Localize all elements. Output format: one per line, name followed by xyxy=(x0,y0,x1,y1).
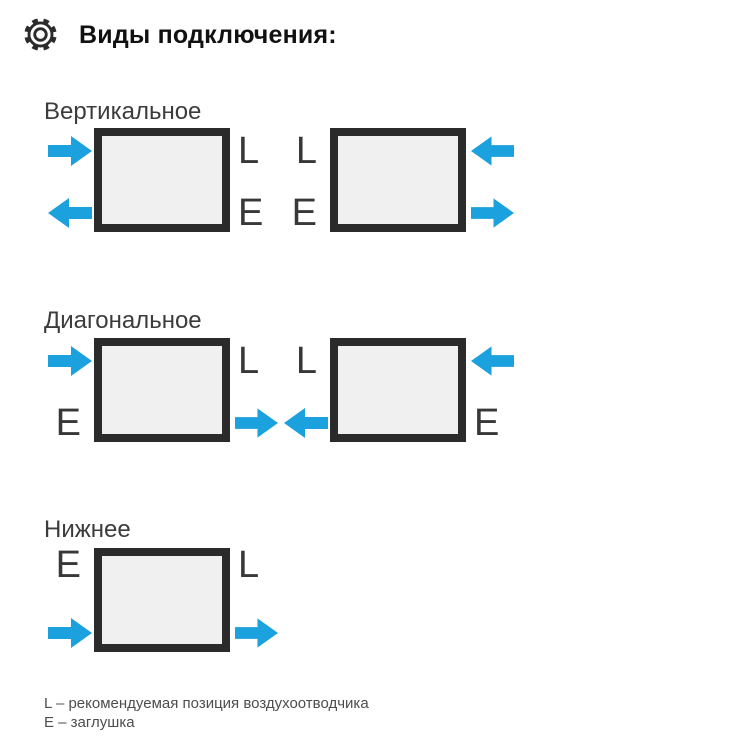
port-slot xyxy=(230,130,278,172)
diagram-side-right xyxy=(466,128,514,232)
legend xyxy=(44,694,369,732)
port-label-l: L xyxy=(295,340,317,382)
outlet-slot xyxy=(466,198,514,228)
diagram-side-left xyxy=(46,128,94,232)
flow-arrow-left-icon xyxy=(48,198,92,228)
flow-arrow-right-icon xyxy=(235,618,278,648)
port-slot xyxy=(230,544,278,586)
port-label-e: E xyxy=(474,402,500,444)
flow-arrow-left-icon xyxy=(284,408,328,438)
diagram-vertical-left xyxy=(46,128,278,232)
section-title-vertical: Вертикальное xyxy=(44,98,202,125)
inlet-slot xyxy=(46,346,94,376)
port-slot xyxy=(230,192,278,234)
port-label-l: L xyxy=(238,340,260,382)
legend-line-e: E – заглушка xyxy=(44,714,135,731)
flow-arrow-left-icon xyxy=(471,136,514,166)
diagram-side-right xyxy=(466,338,514,442)
port-label-l: L xyxy=(238,544,260,586)
diagram-side-left xyxy=(46,544,94,652)
radiator-panel xyxy=(94,128,230,232)
port-label-l: L xyxy=(238,130,260,172)
diagram-side-left xyxy=(46,338,94,442)
section-title-bottom: Нижнее xyxy=(44,516,131,543)
radiator-panel xyxy=(330,338,466,442)
diagram-side-right xyxy=(230,338,278,442)
flow-arrow-right-icon xyxy=(48,136,92,166)
port-label-e: E xyxy=(238,192,264,234)
page-title: Виды подключения: xyxy=(79,20,337,49)
inlet-slot xyxy=(466,346,514,376)
legend-line-l: L – рекомендуемая позиция воздухоотводчика xyxy=(44,695,369,712)
port-slot xyxy=(466,402,514,444)
diagram-side-left xyxy=(282,128,330,232)
port-slot xyxy=(282,192,330,234)
radiator-panel xyxy=(94,548,230,652)
diagram-vertical-right xyxy=(282,128,514,232)
diagram-side-right xyxy=(230,128,278,232)
diagram-side-left xyxy=(282,338,330,442)
flow-arrow-right-icon xyxy=(48,346,92,376)
gear-icon xyxy=(22,16,59,53)
port-label-e: E xyxy=(291,192,317,234)
outlet-slot xyxy=(230,408,278,438)
port-slot xyxy=(230,340,278,382)
port-slot xyxy=(282,340,330,382)
flow-arrow-right-icon xyxy=(235,408,278,438)
port-label-e: E xyxy=(55,544,81,586)
header xyxy=(22,16,337,53)
diagram-diagonal-right xyxy=(282,338,514,442)
diagram-diagonal-left xyxy=(46,338,278,442)
section-title-diagonal: Диагональное xyxy=(44,307,202,334)
radiator-panel xyxy=(330,128,466,232)
diagram-side-right xyxy=(230,544,278,652)
inlet-slot xyxy=(466,136,514,166)
port-slot xyxy=(46,544,94,586)
radiator-panel xyxy=(94,338,230,442)
inlet-slot xyxy=(46,618,94,648)
outlet-slot xyxy=(282,408,330,438)
flow-arrow-right-icon xyxy=(471,198,514,228)
outlet-slot xyxy=(230,618,278,648)
inlet-slot xyxy=(46,136,94,166)
port-label-l: L xyxy=(295,130,317,172)
port-slot xyxy=(46,402,94,444)
port-label-e: E xyxy=(55,402,81,444)
flow-arrow-left-icon xyxy=(471,346,514,376)
diagram-bottom xyxy=(46,544,278,652)
port-slot xyxy=(282,130,330,172)
flow-arrow-right-icon xyxy=(48,618,92,648)
outlet-slot xyxy=(46,198,94,228)
